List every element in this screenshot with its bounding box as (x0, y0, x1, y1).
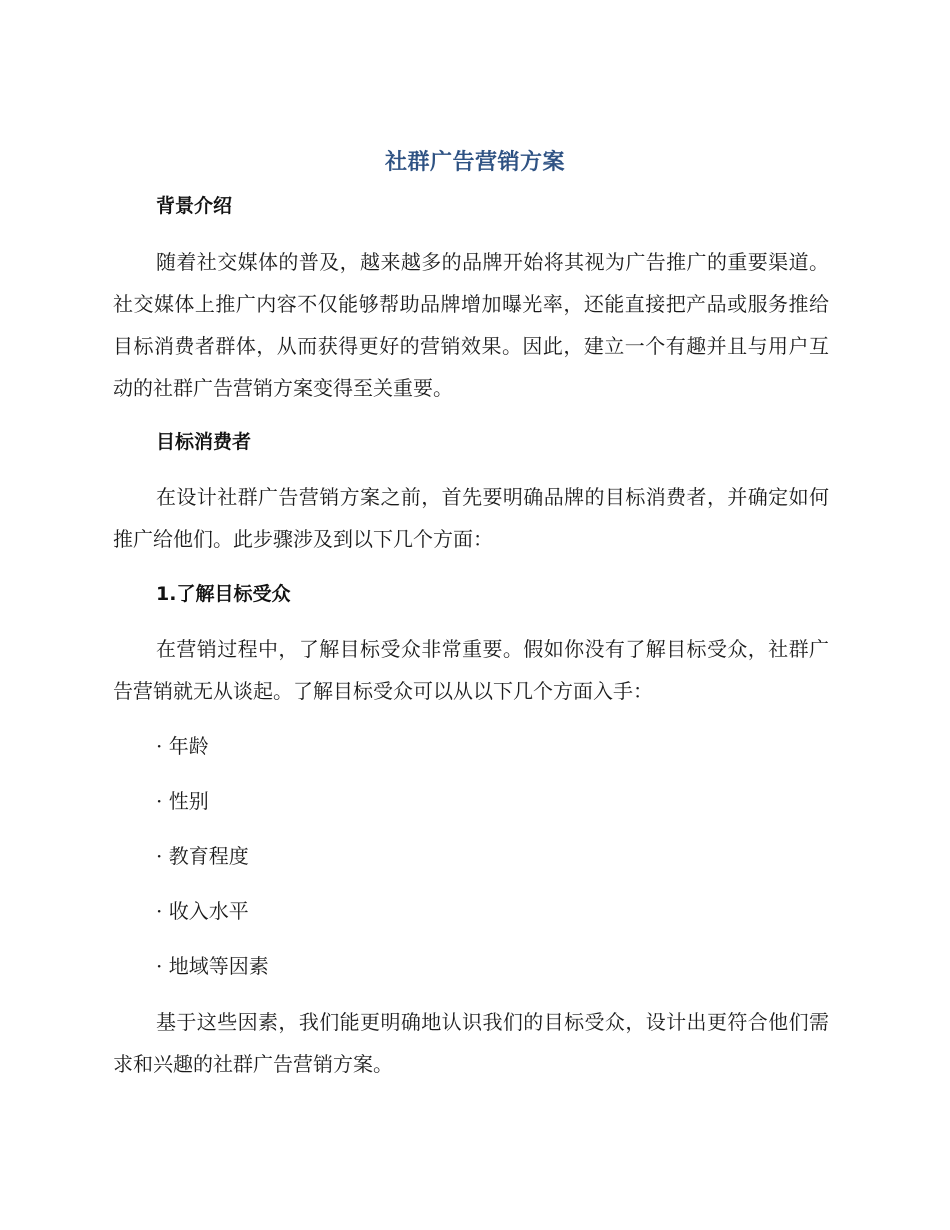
list-item-education: · 教育程度 (156, 844, 249, 868)
paragraph-target-consumers: 在设计社群广告营销方案之前，首先要明确品牌的目标消费者，并确定如何推广给他们。此步骤涉及到以下几个方面： (113, 485, 829, 551)
paragraph-understand-audience: 在营销过程中，了解目标受众非常重要。假如你没有了解目标受众，社群广告营销就无从谈起。了解目标受众可以从以下几个方面入手： (113, 637, 829, 703)
section-heading-background: 背景介绍 (156, 195, 233, 217)
paragraph-background: 随着社交媒体的普及，越来越多的品牌开始将其视为广告推广的重要渠道。社交媒体上推广内容不仅能够帮助品牌增加曝光率，还能直接把产品或服务推给目标消费者群体，从而获得更好的营销效果。因此，建立一个有趣并且与用户互动的社群广告营销方案变得至关重要。 (113, 250, 829, 400)
section-heading-target-consumers: 目标消费者 (156, 431, 252, 453)
list-item-age: · 年龄 (156, 734, 209, 758)
section-heading-understand-audience: 1.了解目标受众 (156, 583, 291, 605)
document-title: 社群广告营销方案 (384, 150, 565, 175)
list-item-gender: · 性别 (156, 789, 209, 813)
paragraph-conclusion: 基于这些因素，我们能更明确地认识我们的目标受众，设计出更符合他们需求和兴趣的社群广告营销方案。 (113, 1010, 829, 1076)
list-item-income: · 收入水平 (156, 899, 249, 923)
list-item-region: · 地域等因素 (156, 954, 269, 978)
